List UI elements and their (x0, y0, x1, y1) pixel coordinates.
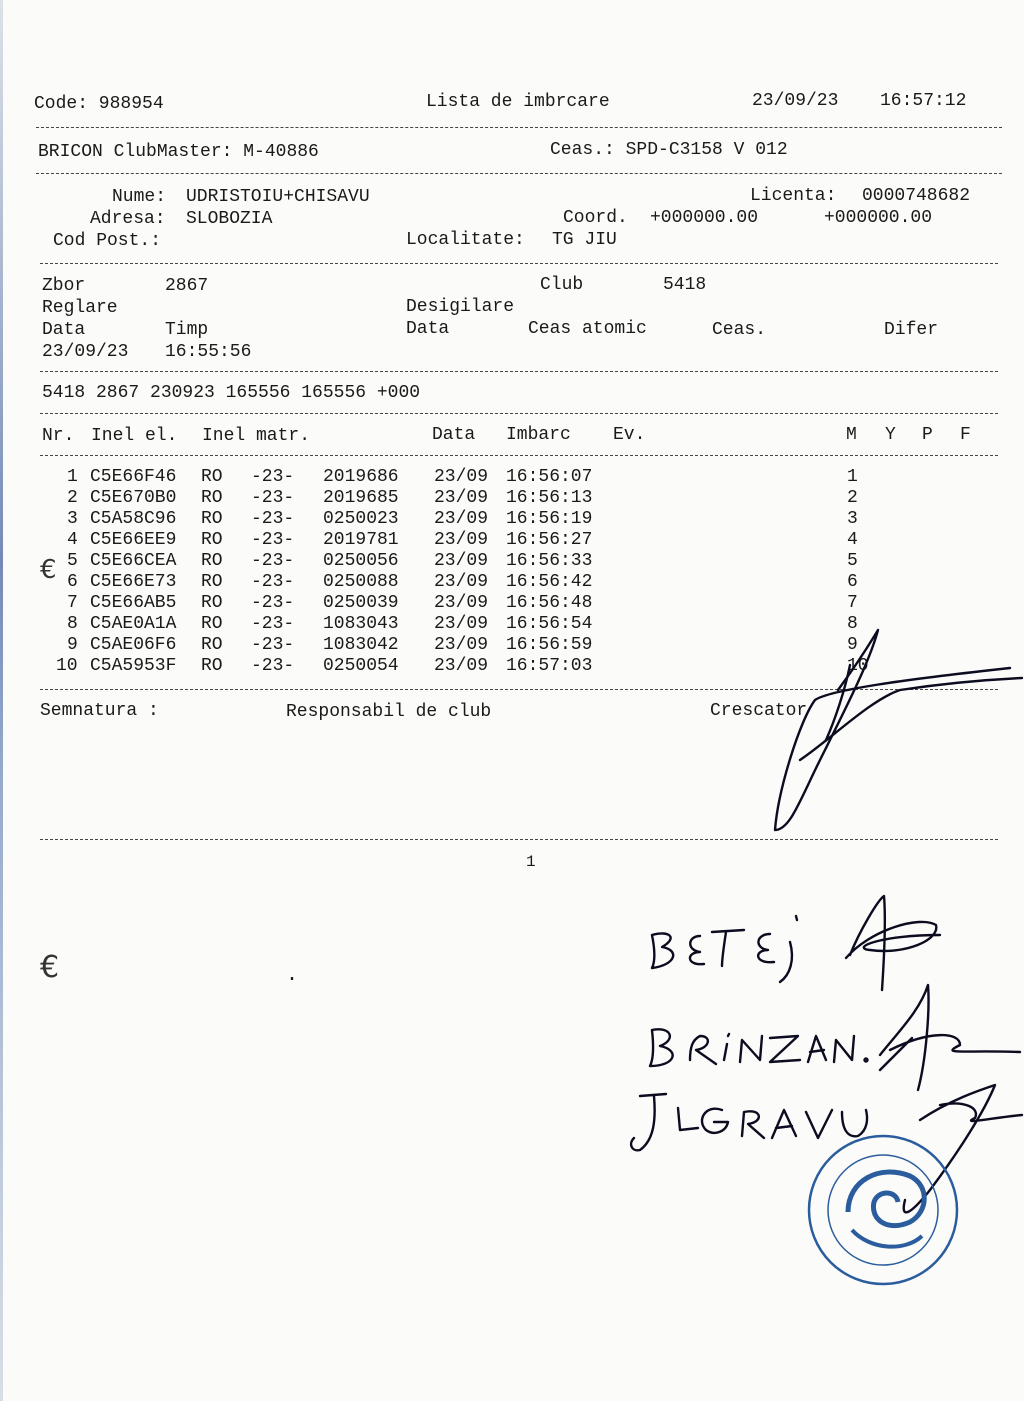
row-ring-el: C5E66AB5 (90, 593, 177, 613)
scan-dot: · (286, 968, 299, 991)
clock-label: Ceas. (712, 320, 767, 340)
print-time: 16:57:12 (880, 91, 967, 111)
row-year: -23- (251, 614, 295, 634)
row-m: 6 (847, 572, 858, 592)
breeder-label: Crescator (710, 701, 808, 721)
row-country: RO (201, 593, 223, 613)
row-number: 3 (67, 509, 78, 529)
row-boarding-time: 16:56:19 (506, 509, 593, 529)
row-number: 9 (67, 635, 78, 655)
row-ring-el: C5E66E73 (90, 572, 177, 592)
setting-date-label: Data (42, 320, 86, 340)
name-label: Nume: (112, 187, 167, 207)
row-ring-matr: 0250023 (323, 509, 399, 529)
row-m: 10 (847, 656, 869, 676)
row-ring-matr: 2019685 (323, 488, 399, 508)
row-boarding-time: 16:56:42 (506, 572, 593, 592)
setting-time: 16:55:56 (165, 342, 252, 362)
row-ring-matr: 0250054 (323, 656, 399, 676)
row-number: 6 (67, 572, 78, 592)
row-number: 7 (67, 593, 78, 613)
row-m: 7 (847, 593, 858, 613)
setting-time-label: Timp (165, 320, 209, 340)
row-date: 23/09 (434, 530, 489, 550)
col-ring-el: Inel el. (91, 426, 178, 446)
handwritten-name-3 (631, 1094, 867, 1150)
row-number: 10 (56, 656, 78, 676)
software-id: BRICON ClubMaster: M-40886 (38, 142, 319, 162)
row-date: 23/09 (434, 509, 489, 529)
col-p: P (922, 425, 933, 445)
difference-label: Difer (884, 320, 939, 340)
row-ring-el: C5AE06F6 (90, 635, 177, 655)
row-country: RO (201, 572, 223, 592)
row-country: RO (201, 635, 223, 655)
row-country: RO (201, 509, 223, 529)
row-m: 2 (847, 488, 858, 508)
row-boarding-time: 16:56:33 (506, 551, 593, 571)
row-country: RO (201, 467, 223, 487)
coord-y: +000000.00 (824, 208, 933, 228)
license-label: Licenta: (750, 186, 837, 206)
col-boarding: Imbarc (506, 425, 571, 445)
setting-date: 23/09/23 (42, 342, 129, 362)
scan-mark-symbol: € (40, 555, 57, 585)
row-ring-el: C5E66F46 (90, 467, 177, 487)
row-ring-matr: 2019781 (323, 530, 399, 550)
handwritten-name-1 (652, 916, 797, 982)
row-number: 1 (67, 467, 78, 487)
row-year: -23- (251, 656, 295, 676)
row-year: -23- (251, 467, 295, 487)
license-number: 0000748682 (862, 186, 971, 206)
row-boarding-time: 16:56:27 (506, 530, 593, 550)
club-number: 5418 (663, 275, 707, 295)
scan-mark-symbol: € (40, 950, 60, 985)
row-boarding-time: 16:57:03 (506, 656, 593, 676)
owner-address: SLOBOZIA (186, 209, 273, 229)
row-ring-el: C5AE0A1A (90, 614, 177, 634)
row-year: -23- (251, 593, 295, 613)
row-year: -23- (251, 509, 295, 529)
row-ring-matr: 0250056 (323, 551, 399, 571)
row-date: 23/09 (434, 467, 489, 487)
club-responsible-label: Responsabil de club (286, 702, 492, 722)
code-label: Code: 988954 (34, 94, 164, 114)
row-year: -23- (251, 635, 295, 655)
signature-label: Semnatura : (40, 701, 159, 721)
row-number: 8 (67, 614, 78, 634)
breeder-signature (775, 630, 1022, 830)
document-title: Lista de imbrcare (426, 92, 610, 112)
summary-line: 5418 2867 230923 165556 165556 +000 (42, 383, 421, 403)
postcode-label: Cod Post.: (53, 231, 162, 251)
unseal-label: Desigilare (406, 297, 515, 317)
row-date: 23/09 (434, 572, 489, 592)
row-country: RO (201, 614, 223, 634)
row-boarding-time: 16:56:54 (506, 614, 593, 634)
row-m: 1 (847, 467, 858, 487)
col-nr: Nr. (42, 426, 75, 446)
row-date: 23/09 (434, 593, 489, 613)
row-date: 23/09 (434, 635, 489, 655)
col-m: M (846, 425, 857, 445)
row-ring-el: C5E66CEA (90, 551, 177, 571)
owner-name: UDRISTOIU+CHISAVU (186, 187, 370, 207)
association-stamp (809, 1136, 957, 1284)
row-m: 5 (847, 551, 858, 571)
row-ring-el: C5A5953F (90, 656, 177, 676)
row-ring-el: C5E670B0 (90, 488, 177, 508)
owner-locality: TG JIU (552, 230, 617, 250)
row-boarding-time: 16:56:07 (506, 467, 593, 487)
row-m: 8 (847, 614, 858, 634)
row-ring-matr: 1083042 (323, 635, 399, 655)
row-date: 23/09 (434, 614, 489, 634)
row-ring-el: C5E66EE9 (90, 530, 177, 550)
row-year: -23- (251, 572, 295, 592)
flight-label: Zbor (42, 276, 86, 296)
coord-x: +000000.00 (650, 208, 759, 228)
row-boarding-time: 16:56:13 (506, 488, 593, 508)
col-ev: Ev. (613, 425, 646, 445)
row-number: 2 (67, 488, 78, 508)
row-date: 23/09 (434, 551, 489, 571)
row-ring-matr: 0250088 (323, 572, 399, 592)
row-date: 23/09 (434, 656, 489, 676)
row-ring-matr: 1083043 (323, 614, 399, 634)
row-number: 4 (67, 530, 78, 550)
col-ring-matr: Inel matr. (202, 426, 311, 446)
locality-label: Localitate: (406, 230, 525, 250)
atomic-clock-label: Ceas atomic (528, 319, 647, 339)
print-date: 23/09/23 (752, 91, 839, 111)
club-label: Club (540, 275, 584, 295)
row-ring-el: C5A58C96 (90, 509, 177, 529)
col-f: F (960, 425, 971, 445)
row-year: -23- (251, 488, 295, 508)
row-m: 4 (847, 530, 858, 550)
row-country: RO (201, 551, 223, 571)
row-country: RO (201, 530, 223, 550)
row-date: 23/09 (434, 488, 489, 508)
row-boarding-time: 16:56:48 (506, 593, 593, 613)
row-year: -23- (251, 551, 295, 571)
clock-id: Ceas.: SPD-C3158 V 012 (550, 140, 788, 160)
row-m: 3 (847, 509, 858, 529)
flight-number: 2867 (165, 276, 209, 296)
row-country: RO (201, 488, 223, 508)
row-ring-matr: 0250039 (323, 593, 399, 613)
row-ring-matr: 2019686 (323, 467, 399, 487)
witness-signatures (846, 896, 1022, 1212)
col-y: Y (885, 425, 896, 445)
setting-label: Reglare (42, 298, 118, 318)
row-boarding-time: 16:56:59 (506, 635, 593, 655)
row-m: 9 (847, 635, 858, 655)
col-date: Data (432, 425, 476, 445)
page-number: 1 (526, 853, 536, 871)
row-country: RO (201, 656, 223, 676)
handwritten-name-2 (650, 1029, 868, 1066)
address-label: Adresa: (90, 209, 166, 229)
row-year: -23- (251, 530, 295, 550)
row-number: 5 (67, 551, 78, 571)
unseal-date-label: Data (406, 319, 450, 339)
coord-label: Coord. (563, 208, 628, 228)
